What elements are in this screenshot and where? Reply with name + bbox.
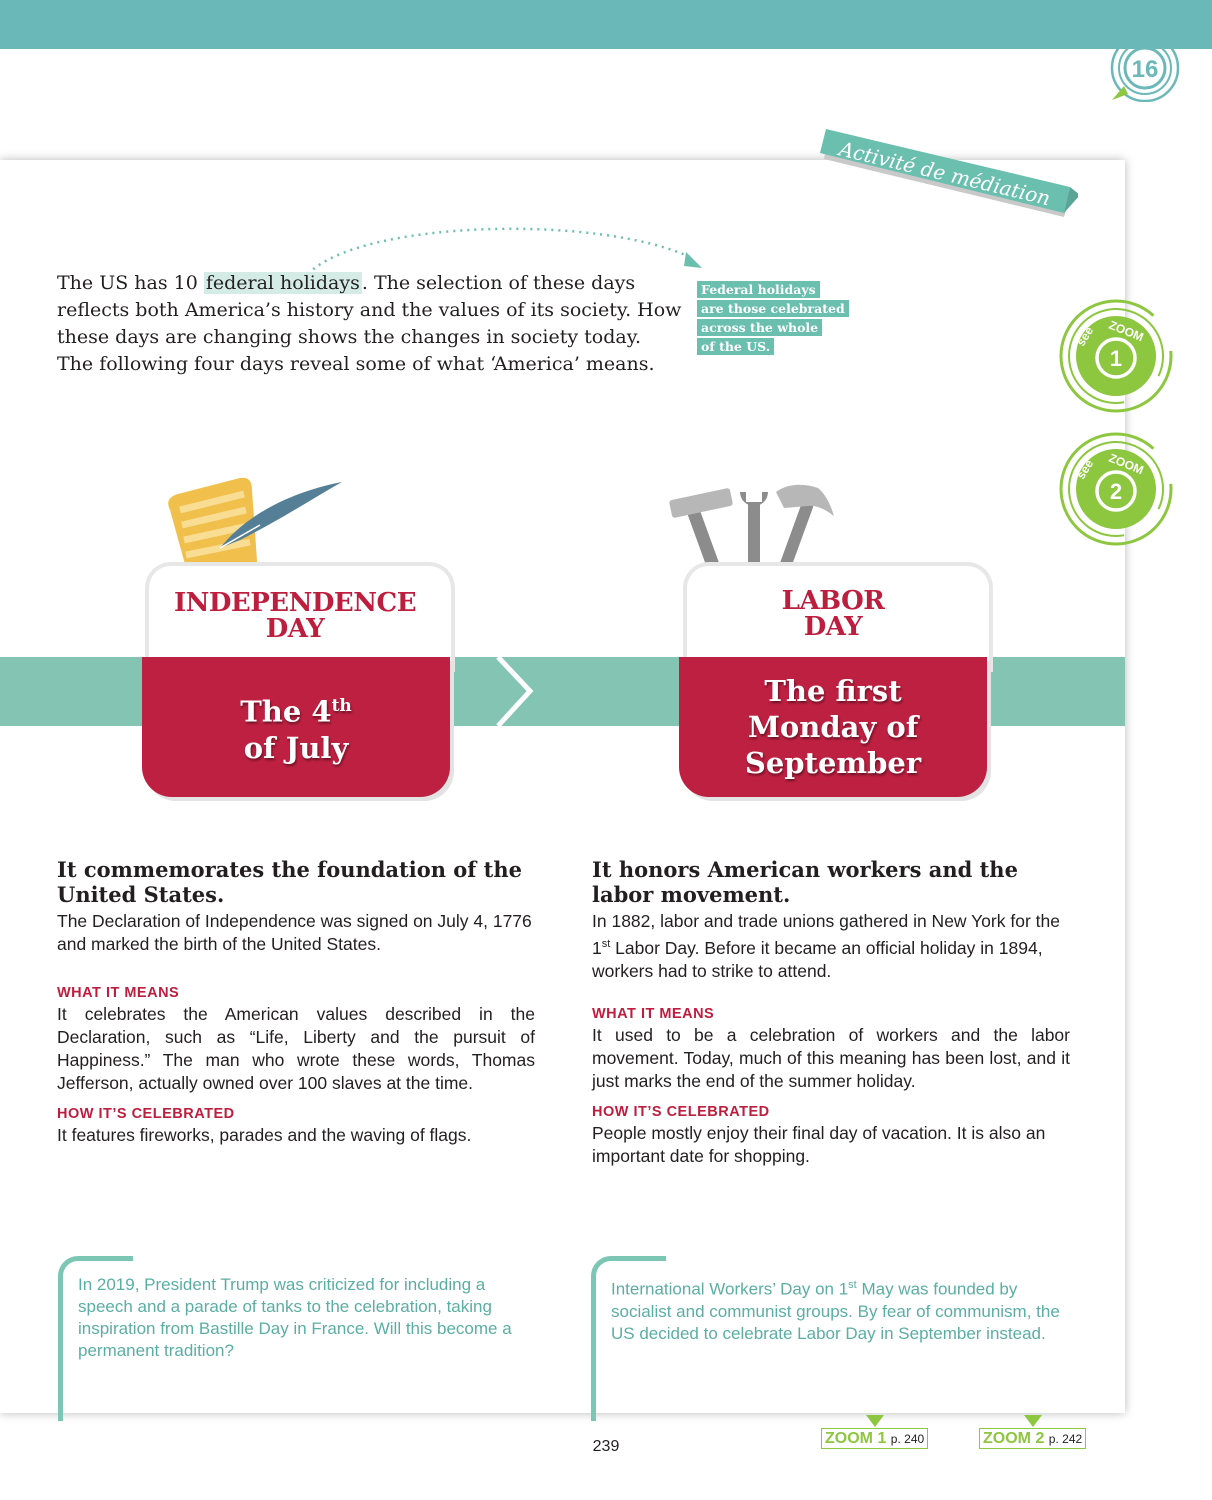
labor-day-column [592, 857, 1070, 1168]
section-heading: It honors American workers and the labor movement. [592, 857, 1018, 907]
date-box-independence-day [142, 657, 450, 797]
zoom-ref-page: p. 242 [1048, 1432, 1083, 1446]
triangle-down-icon [1024, 1415, 1042, 1427]
zoom-1-link[interactable] [821, 1428, 928, 1449]
scroll-quill-icon [160, 470, 345, 575]
date-line: September [744, 746, 922, 780]
zoom-label: ZOOM [1106, 450, 1146, 478]
see-label: see [1073, 324, 1097, 349]
intro-text-before: The US has 10 [57, 272, 204, 294]
how-celebrated-label: HOW IT’S CELEBRATED [57, 1106, 235, 1122]
zoom-2-link[interactable] [979, 1428, 1086, 1449]
glossary-note [697, 280, 877, 356]
see-zoom-2-badge[interactable] [1058, 431, 1176, 549]
top-banner [0, 0, 1212, 49]
event-title-labor-day [683, 588, 983, 640]
zoom-ref-label: ZOOM 1 [825, 1430, 887, 1447]
gloss-line: of the US. [697, 338, 774, 355]
page-number: 239 [592, 1438, 620, 1455]
date-line: Monday of [747, 710, 919, 744]
date-box-labor-day [679, 657, 987, 797]
zoom-ref-label: ZOOM 2 [983, 1430, 1045, 1447]
date-line: The 4th [240, 694, 352, 729]
triangle-down-icon [866, 1415, 884, 1427]
see-label: see [1073, 457, 1097, 482]
gloss-line: across the whole [697, 319, 822, 336]
what-it-means-text: It celebrates the American values described in the Declaration, such as “Life, Liberty and the pursuit of Happiness.” The man who wrote these words, Thomas Jefferson, actually owned over 100 slaves at the time. [57, 1004, 535, 1093]
event-title-line: LABOR [781, 586, 885, 616]
event-title-independence-day [145, 590, 445, 642]
section-intro: The Declaration of Independence was signed on July 4, 1776 and marked the birth of the United States. [57, 911, 532, 954]
how-celebrated-text: People mostly enjoy their final day of vacation. It is also an important date for shopping. [592, 1122, 1046, 1166]
side-note-labor-day [591, 1256, 1060, 1416]
activity-ribbon [818, 125, 1078, 225]
event-title-line: DAY [265, 614, 325, 644]
chapter-number: 16 [1131, 56, 1159, 83]
side-note-independence-day [58, 1256, 518, 1416]
gloss-line: Federal holidays [697, 281, 820, 298]
section-heading: It commemorates the foundation of the United States. [57, 857, 522, 907]
zoom-label: ZOOM [1106, 317, 1146, 345]
chevron-right-icon [492, 655, 538, 728]
chapter-badge [1108, 30, 1180, 102]
intro-paragraph [57, 270, 682, 378]
independence-day-column [57, 857, 535, 1147]
note-text: International Workers’ Day on 1st May was founded by socialist and communist groups. By fear of communism, the US decided to celebrate Labor Day in September instead. [611, 1279, 1060, 1343]
how-celebrated-text: It features fireworks, parades and the waving of flags. [57, 1125, 472, 1145]
section-intro: In 1882, labor and trade unions gathered in New York for the 1st Labor Day. Before it became an official holiday in 1894, workers had to strike to attend. [592, 911, 1060, 981]
what-it-means-label: WHAT IT MEANS [57, 985, 180, 1001]
see-zoom-1-badge[interactable] [1058, 298, 1176, 416]
date-line: The first [764, 674, 902, 708]
intro-text-after: . The selection of these days reflects both America’s history and the values of its society. How these days are changing shows the changes in society today. The following four days reveal some of what ‘America’ means. [57, 272, 682, 375]
date-line: of July [243, 730, 349, 765]
what-it-means-label: WHAT IT MEANS [592, 1005, 715, 1022]
gloss-line: are those celebrated [697, 300, 849, 317]
event-title-line: INDEPENDENCE [173, 588, 417, 618]
dotted-arrow-icon [300, 218, 710, 278]
highlight-federal-holidays: federal holidays [205, 272, 360, 294]
zoom-number: 1 [1109, 346, 1123, 371]
zoom-ref-page: p. 240 [890, 1432, 925, 1446]
event-title-line: DAY [803, 612, 863, 642]
zoom-number: 2 [1109, 479, 1123, 504]
ribbon-label: Activité de médiation [836, 136, 1053, 211]
what-it-means-text: It used to be a celebration of workers and the labor movement. Today, much of this meaning has been lost, and it just marks the end of the summer holiday. [592, 1024, 1070, 1091]
how-celebrated-label: HOW IT’S CELEBRATED [592, 1103, 770, 1120]
note-text: In 2019, President Trump was criticized for including a speech and a parade of tanks to the celebration, taking inspiration from Bastille Day in France. Will this become a permanent tradition? [78, 1275, 512, 1360]
